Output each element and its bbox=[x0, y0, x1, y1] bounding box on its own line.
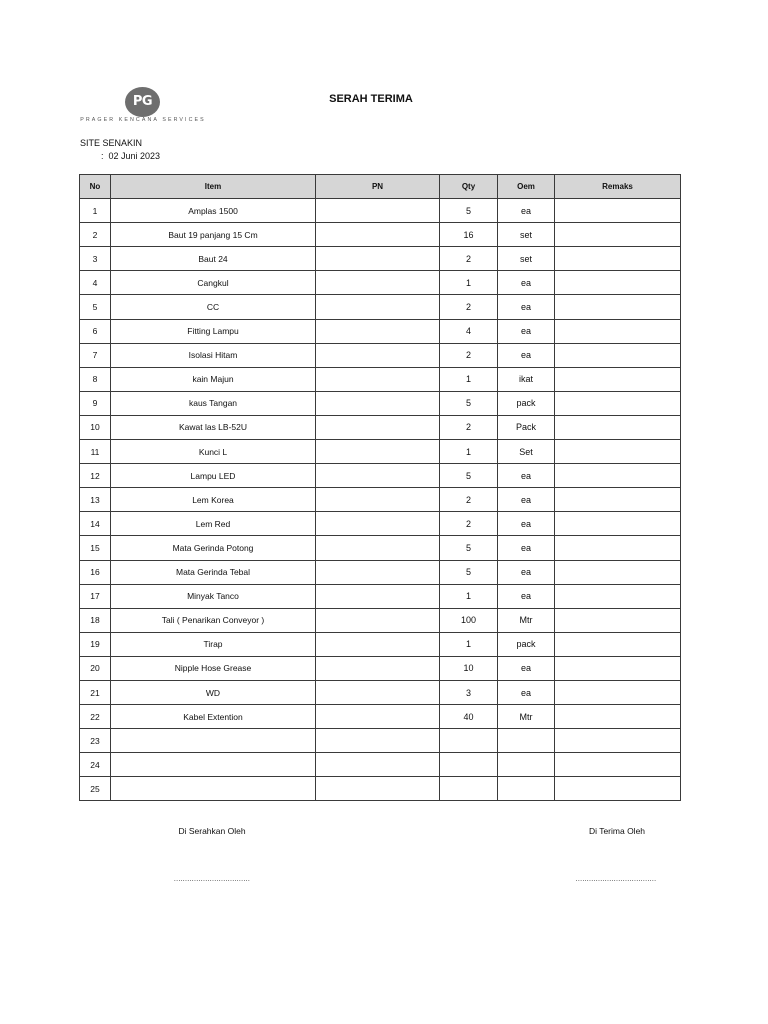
cell-qty: 1 bbox=[440, 584, 498, 608]
cell-pn bbox=[316, 295, 440, 319]
cell-oem: ea bbox=[498, 584, 555, 608]
cell-item: Fitting Lampu bbox=[111, 319, 316, 343]
cell-item: Cangkul bbox=[111, 271, 316, 295]
cell-qty: 100 bbox=[440, 608, 498, 632]
cell-qty: 5 bbox=[440, 536, 498, 560]
cell-remarks bbox=[555, 391, 681, 415]
table-row bbox=[80, 464, 681, 488]
table-row bbox=[80, 560, 681, 584]
cell-pn bbox=[316, 199, 440, 223]
cell-no: 13 bbox=[80, 488, 111, 512]
cell-no: 1 bbox=[80, 199, 111, 223]
cell-qty: 5 bbox=[440, 391, 498, 415]
table-row bbox=[80, 632, 681, 656]
cell-oem: pack bbox=[498, 632, 555, 656]
cell-pn bbox=[316, 632, 440, 656]
cell-qty: 2 bbox=[440, 488, 498, 512]
cell-item: Mata Gerinda Potong bbox=[111, 536, 316, 560]
table-row bbox=[80, 512, 681, 536]
cell-qty: 1 bbox=[440, 440, 498, 464]
cell-remarks bbox=[555, 680, 681, 704]
cell-pn bbox=[316, 584, 440, 608]
cell-qty: 2 bbox=[440, 247, 498, 271]
cell-remarks bbox=[555, 271, 681, 295]
header-qty: Qty bbox=[440, 175, 498, 199]
handed-over-label: Di Serahkan Oleh bbox=[178, 826, 246, 836]
cell-remarks bbox=[555, 777, 681, 801]
cell-no: 22 bbox=[80, 705, 111, 729]
cell-remarks bbox=[555, 319, 681, 343]
cell-pn bbox=[316, 680, 440, 704]
cell-remarks bbox=[555, 753, 681, 777]
cell-oem: ikat bbox=[498, 367, 555, 391]
table-row bbox=[80, 247, 681, 271]
cell-no: 17 bbox=[80, 584, 111, 608]
cell-item: Minyak Tanco bbox=[111, 584, 316, 608]
table-row bbox=[80, 680, 681, 704]
cell-item: Lem Red bbox=[111, 512, 316, 536]
cell-no: 24 bbox=[80, 753, 111, 777]
table-row bbox=[80, 729, 681, 753]
cell-pn bbox=[316, 512, 440, 536]
cell-oem: ea bbox=[498, 680, 555, 704]
cell-qty bbox=[440, 729, 498, 753]
cell-pn bbox=[316, 536, 440, 560]
cell-item bbox=[111, 753, 316, 777]
cell-qty: 2 bbox=[440, 343, 498, 367]
cell-remarks bbox=[555, 632, 681, 656]
cell-remarks bbox=[555, 295, 681, 319]
cell-item: CC bbox=[111, 295, 316, 319]
cell-qty: 1 bbox=[440, 367, 498, 391]
logo-mark: PG bbox=[125, 87, 160, 117]
cell-oem: Mtr bbox=[498, 608, 555, 632]
cell-no: 19 bbox=[80, 632, 111, 656]
table-row bbox=[80, 584, 681, 608]
table-row bbox=[80, 271, 681, 295]
cell-no: 2 bbox=[80, 223, 111, 247]
header-no: No bbox=[80, 175, 111, 199]
cell-item: Amplas 1500 bbox=[111, 199, 316, 223]
cell-item: kaus Tangan bbox=[111, 391, 316, 415]
cell-oem: ea bbox=[498, 488, 555, 512]
cell-qty: 5 bbox=[440, 560, 498, 584]
cell-item: Kabel Extention bbox=[111, 705, 316, 729]
company-logo bbox=[79, 86, 207, 126]
cell-item: Mata Gerinda Tebal bbox=[111, 560, 316, 584]
cell-oem: Set bbox=[498, 440, 555, 464]
cell-remarks bbox=[555, 608, 681, 632]
cell-qty: 10 bbox=[440, 656, 498, 680]
header-item: Item bbox=[111, 175, 316, 199]
cell-pn bbox=[316, 464, 440, 488]
cell-pn bbox=[316, 247, 440, 271]
header-oem: Oem bbox=[498, 175, 555, 199]
cell-no: 8 bbox=[80, 367, 111, 391]
cell-remarks bbox=[555, 247, 681, 271]
cell-oem: ea bbox=[498, 199, 555, 223]
table-row bbox=[80, 367, 681, 391]
cell-qty: 5 bbox=[440, 464, 498, 488]
cell-qty: 3 bbox=[440, 680, 498, 704]
cell-pn bbox=[316, 223, 440, 247]
cell-qty: 40 bbox=[440, 705, 498, 729]
cell-no: 18 bbox=[80, 608, 111, 632]
table-body bbox=[80, 199, 681, 801]
cell-pn bbox=[316, 705, 440, 729]
items-table bbox=[79, 174, 681, 801]
cell-pn bbox=[316, 391, 440, 415]
cell-item: WD bbox=[111, 680, 316, 704]
cell-item: Tirap bbox=[111, 632, 316, 656]
cell-item: Isolasi Hitam bbox=[111, 343, 316, 367]
date-colon: : bbox=[101, 151, 104, 161]
cell-qty: 4 bbox=[440, 319, 498, 343]
cell-oem: ea bbox=[498, 343, 555, 367]
cell-pn bbox=[316, 415, 440, 439]
cell-qty bbox=[440, 753, 498, 777]
received-label: Di Terima Oleh bbox=[588, 826, 646, 836]
logo-company-name: PRAGER KENCANA SERVICES bbox=[80, 117, 206, 123]
cell-item bbox=[111, 729, 316, 753]
cell-remarks bbox=[555, 343, 681, 367]
cell-item: Lem Korea bbox=[111, 488, 316, 512]
cell-no: 23 bbox=[80, 729, 111, 753]
cell-item: Nipple Hose Grease bbox=[111, 656, 316, 680]
cell-remarks bbox=[555, 199, 681, 223]
cell-oem: set bbox=[498, 247, 555, 271]
cell-oem: ea bbox=[498, 319, 555, 343]
table-row bbox=[80, 343, 681, 367]
cell-no: 6 bbox=[80, 319, 111, 343]
cell-pn bbox=[316, 367, 440, 391]
cell-oem: ea bbox=[498, 295, 555, 319]
cell-qty bbox=[440, 777, 498, 801]
cell-oem: ea bbox=[498, 512, 555, 536]
cell-remarks bbox=[555, 440, 681, 464]
table-row bbox=[80, 488, 681, 512]
table-header bbox=[80, 175, 681, 199]
cell-remarks bbox=[555, 584, 681, 608]
cell-remarks bbox=[555, 705, 681, 729]
cell-no: 9 bbox=[80, 391, 111, 415]
date-value: 02 Juni 2023 bbox=[108, 151, 161, 161]
cell-oem bbox=[498, 729, 555, 753]
cell-no: 3 bbox=[80, 247, 111, 271]
cell-no: 5 bbox=[80, 295, 111, 319]
cell-remarks bbox=[555, 488, 681, 512]
cell-oem bbox=[498, 777, 555, 801]
header-remarks: Remaks bbox=[555, 175, 681, 199]
cell-no: 14 bbox=[80, 512, 111, 536]
table-row bbox=[80, 295, 681, 319]
cell-oem: ea bbox=[498, 536, 555, 560]
cell-pn bbox=[316, 656, 440, 680]
cell-oem bbox=[498, 753, 555, 777]
cell-oem: ea bbox=[498, 560, 555, 584]
cell-no: 4 bbox=[80, 271, 111, 295]
cell-no: 21 bbox=[80, 680, 111, 704]
cell-pn bbox=[316, 271, 440, 295]
table-row bbox=[80, 199, 681, 223]
cell-remarks bbox=[555, 464, 681, 488]
table-row bbox=[80, 319, 681, 343]
cell-pn bbox=[316, 777, 440, 801]
cell-remarks bbox=[555, 223, 681, 247]
cell-remarks bbox=[555, 367, 681, 391]
cell-item: Kunci L bbox=[111, 440, 316, 464]
header-pn: PN bbox=[316, 175, 440, 199]
cell-remarks bbox=[555, 656, 681, 680]
cell-item: Tali ( Penarikan Conveyor ) bbox=[111, 608, 316, 632]
table-row bbox=[80, 440, 681, 464]
cell-qty: 2 bbox=[440, 512, 498, 536]
table-row bbox=[80, 536, 681, 560]
cell-no: 16 bbox=[80, 560, 111, 584]
cell-item bbox=[111, 777, 316, 801]
cell-item: Baut 24 bbox=[111, 247, 316, 271]
received-signature-line: .................................... bbox=[575, 876, 657, 883]
cell-qty: 1 bbox=[440, 632, 498, 656]
cell-remarks bbox=[555, 536, 681, 560]
cell-item: kain Majun bbox=[111, 367, 316, 391]
cell-qty: 5 bbox=[440, 199, 498, 223]
table-row bbox=[80, 223, 681, 247]
handed-over-signature-line: .................................. bbox=[173, 876, 251, 883]
cell-pn bbox=[316, 753, 440, 777]
cell-pn bbox=[316, 343, 440, 367]
cell-pn bbox=[316, 440, 440, 464]
table-row bbox=[80, 705, 681, 729]
document-date bbox=[101, 151, 160, 161]
cell-oem: Pack bbox=[498, 415, 555, 439]
table-row bbox=[80, 656, 681, 680]
table-row bbox=[80, 777, 681, 801]
cell-remarks bbox=[555, 415, 681, 439]
cell-pn bbox=[316, 488, 440, 512]
cell-pn bbox=[316, 729, 440, 753]
document-title: SERAH TERIMA bbox=[329, 93, 413, 105]
cell-remarks bbox=[555, 512, 681, 536]
cell-qty: 1 bbox=[440, 271, 498, 295]
cell-remarks bbox=[555, 560, 681, 584]
cell-oem: ea bbox=[498, 464, 555, 488]
cell-no: 10 bbox=[80, 415, 111, 439]
cell-no: 11 bbox=[80, 440, 111, 464]
header-row bbox=[80, 175, 681, 199]
cell-no: 20 bbox=[80, 656, 111, 680]
cell-oem: set bbox=[498, 223, 555, 247]
table-row bbox=[80, 753, 681, 777]
cell-no: 12 bbox=[80, 464, 111, 488]
cell-oem: ea bbox=[498, 656, 555, 680]
cell-pn bbox=[316, 319, 440, 343]
cell-item: Lampu LED bbox=[111, 464, 316, 488]
cell-no: 25 bbox=[80, 777, 111, 801]
table-row bbox=[80, 608, 681, 632]
site-name: SITE SENAKIN bbox=[80, 138, 143, 148]
cell-no: 15 bbox=[80, 536, 111, 560]
cell-qty: 2 bbox=[440, 295, 498, 319]
cell-qty: 16 bbox=[440, 223, 498, 247]
cell-remarks bbox=[555, 729, 681, 753]
cell-item: Baut 19 panjang 15 Cm bbox=[111, 223, 316, 247]
cell-oem: Mtr bbox=[498, 705, 555, 729]
table-row bbox=[80, 391, 681, 415]
cell-item: Kawat las LB-52U bbox=[111, 415, 316, 439]
cell-oem: pack bbox=[498, 391, 555, 415]
cell-qty: 2 bbox=[440, 415, 498, 439]
cell-pn bbox=[316, 560, 440, 584]
cell-pn bbox=[316, 608, 440, 632]
cell-oem: ea bbox=[498, 271, 555, 295]
table-row bbox=[80, 415, 681, 439]
cell-no: 7 bbox=[80, 343, 111, 367]
